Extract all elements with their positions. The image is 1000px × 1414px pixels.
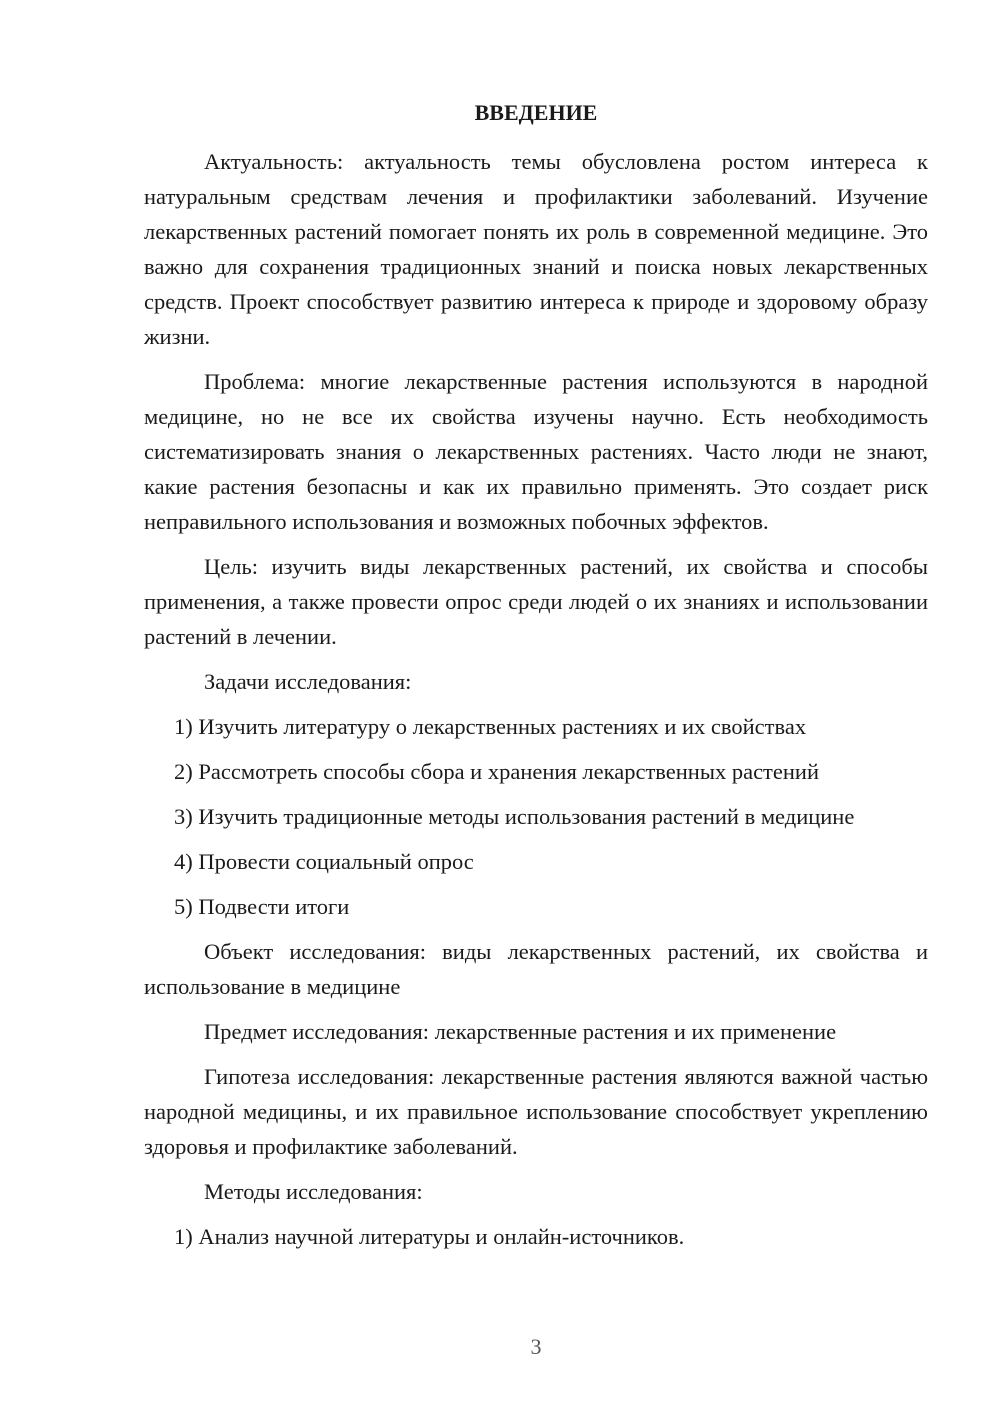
hypothesis-paragraph: Гипотеза исследования: лекарственные растения являются важной частью народной медицины, и их правильное использование способствует укреплению здоровья и профилактике заболеваний. [144,1064,928,1159]
page-number: 3 [530,1334,542,1359]
list-item: 3) Изучить традиционные методы использования растений в медицине [174,804,855,829]
list-item: 5) Подвести итоги [174,894,350,919]
list-item: 1) Анализ научной литературы и онлайн-источников. [174,1224,685,1249]
document-page [144,95,928,1264]
list-item: 2) Рассмотреть способы сбора и хранения лекарственных растений [174,759,819,784]
tasks-heading: Задачи исследования: [204,669,412,694]
object-paragraph: Объект исследования: виды лекарственных растений, их свойства и использование в медицине [144,939,928,999]
list-item: 4) Провести социальный опрос [174,849,474,874]
relevance-paragraph: Актуальность: актуальность темы обусловлена ростом интереса к натуральным средствам лечения и профилактики заболеваний. Изучение лекарственных растений помогает понять их роль в современной медицине. Это важно для сохранения традиционных знаний и поиска новых лекарственных средств. Проект способствует развитию интереса к природе и здоровому образу жизни. [144,149,928,349]
methods-list [144,1219,928,1254]
subject-paragraph: Предмет исследования: лекарственные растения и их применение [204,1019,837,1044]
problem-paragraph: Проблема: многие лекарственные растения используются в народной медицине, но не все их свойства изучены научно. Есть необходимость систематизировать знания о лекарственных растениях. Часто люди не знают, какие растения безопасны и как их правильно применять. Это создает риск неправильного использования и возможных побочных эффектов. [144,369,928,534]
list-item: 1) Изучить литературу о лекарственных растениях и их свойствах [174,714,807,739]
goal-paragraph: Цель: изучить виды лекарственных растений, их свойства и способы применения, а также провести опрос среди людей о их знаниях и использовании растений в лечении. [144,554,928,649]
section-title: ВВЕДЕНИЕ [474,100,598,125]
methods-heading: Методы исследования: [204,1179,423,1204]
tasks-list [144,709,928,924]
